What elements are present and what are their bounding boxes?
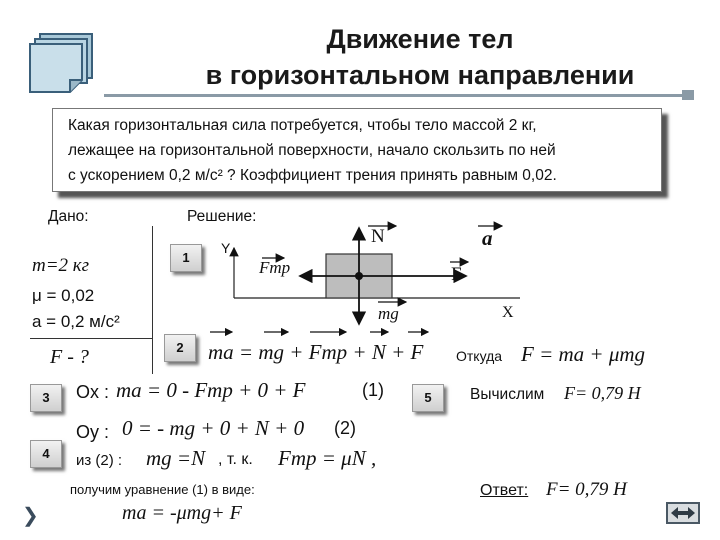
- given-horizontal-divider: [30, 338, 152, 339]
- step-2-badge: 2: [164, 334, 196, 362]
- x-axis-label: X: [502, 304, 514, 321]
- next-slide-arrow-icon[interactable]: ❯: [22, 505, 39, 527]
- left-right-arrow-icon: [668, 504, 698, 522]
- problem-line: с ускорением 0,2 м/с² ? Коэффициент трения принять равным 0,02.: [68, 167, 557, 184]
- friction-label: Fтр: [259, 258, 291, 277]
- given-accel: a = 0,2 м/с²: [32, 312, 120, 331]
- ox-label: Ox :: [76, 382, 110, 402]
- nav-back-button[interactable]: [666, 502, 700, 524]
- friction-formula: Fтр = μN ,: [278, 446, 377, 470]
- problem-box: [52, 108, 662, 192]
- given-vertical-divider: [152, 226, 153, 374]
- given-find: F - ?: [50, 346, 89, 368]
- solution-label: Решение:: [187, 208, 257, 225]
- step-3-badge: 3: [30, 384, 62, 412]
- from-eq2-label: из (2) :: [76, 452, 123, 469]
- whence-formula: F = ma + μmg: [521, 342, 646, 366]
- we-get-text: получим уравнение (1) в виде:: [70, 482, 255, 497]
- problem-line: лежащее на горизонтальной поверхности, начало скользить по ней: [68, 142, 556, 159]
- title-divider: [104, 94, 694, 97]
- step-4-badge: 4: [30, 440, 62, 468]
- given-label: Дано:: [48, 208, 89, 225]
- vector-overlines: [206, 324, 446, 338]
- whence-label: Откуда: [456, 348, 503, 364]
- answer-label: Ответ:: [480, 482, 529, 499]
- step-1-badge: 1: [170, 244, 202, 272]
- gravity-label: mg: [378, 304, 399, 323]
- compute-label: Вычислим: [470, 386, 545, 403]
- force-label: F: [451, 264, 462, 285]
- given-mu: μ = 0,02: [32, 286, 95, 305]
- compute-value: F= 0,79 Н: [564, 383, 641, 403]
- ox-equation-number: (1): [362, 380, 384, 400]
- final-equation: ma = -μmg+ F: [122, 502, 242, 524]
- from-eq2-formula: mg =N: [146, 446, 206, 470]
- y-axis-label: Y: [221, 240, 231, 256]
- oy-formula: 0 = - mg + 0 + N + 0: [122, 416, 305, 440]
- title-line-1: Движение тел: [326, 24, 514, 54]
- problem-line: Какая горизонтальная сила потребуется, чтобы тело массой 2 кг,: [68, 117, 537, 134]
- since-label: , т. к.: [218, 451, 253, 468]
- vector-equation: ma = mg + Fтр + N + F: [208, 340, 424, 364]
- slides-stack-icon: [26, 30, 96, 98]
- accel-label: a: [482, 226, 493, 250]
- title-divider-cap: [682, 90, 694, 100]
- normal-label: N: [371, 226, 385, 247]
- answer-value: F= 0,79 Н: [546, 479, 627, 500]
- given-mass: m=2 кг: [32, 255, 90, 276]
- step-5-badge: 5: [412, 384, 444, 412]
- title-line-2: в горизонтальном направлении: [205, 60, 635, 90]
- ox-formula: ma = 0 - Fтр + 0 + F: [116, 378, 306, 402]
- oy-equation-number: (2): [334, 418, 356, 438]
- oy-label: Oy :: [76, 422, 110, 442]
